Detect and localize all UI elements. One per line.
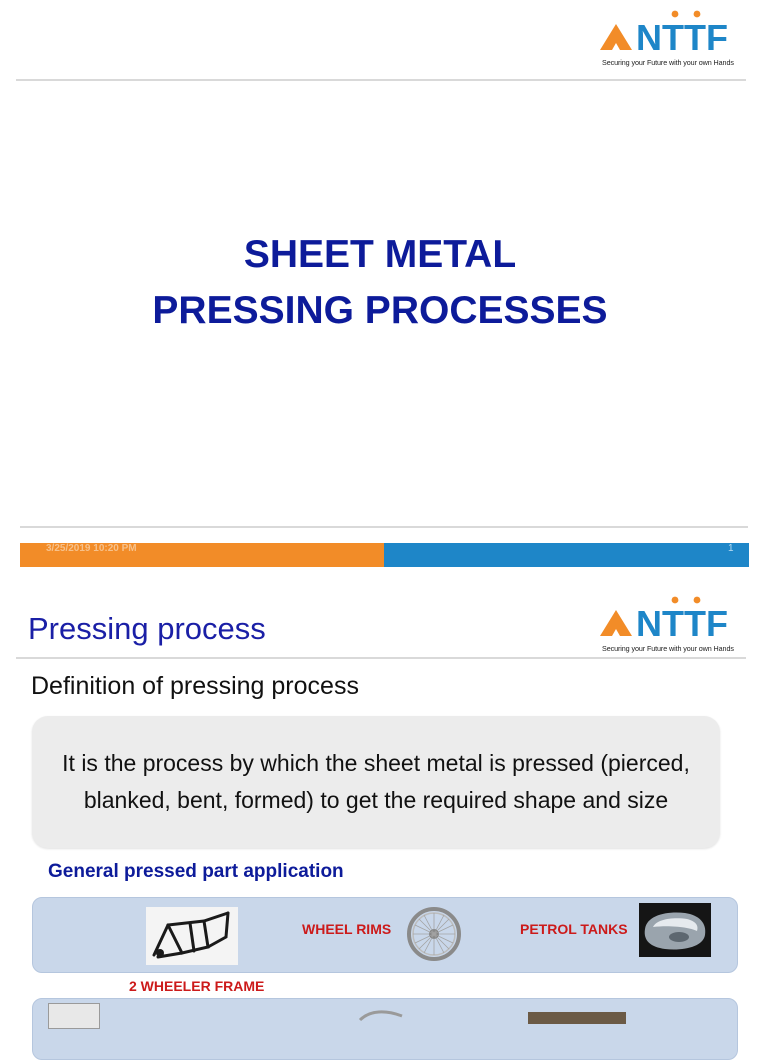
logo-wordmark: NTTF [636,17,728,58]
nttf-logo-2 [596,596,756,658]
definition-heading: Definition of pressing process [31,672,359,700]
appliance-part-image [48,1003,100,1029]
logo-wordmark: NTTF [636,603,728,644]
frame-image [146,907,238,965]
frame-label: 2 WHEELER FRAME [129,978,265,994]
logo-triangle-icon [600,610,632,636]
nttf-logo [596,10,756,72]
slide-title-line2: PRESSING PROCESSES [152,289,608,332]
definition-box [32,716,720,848]
wheel-rim-image [404,905,464,963]
logo-tagline: Securing your Future with your own Hands [602,58,734,67]
footer-divider [20,526,748,528]
applications-heading: General pressed part application [48,861,344,882]
wheel-rims-label: WHEEL RIMS [302,921,392,937]
slide-title-line1: SHEET METAL [243,233,517,276]
logo-triangle-icon [600,24,632,50]
footer-date: 3/25/2019 10:20 PM [46,543,137,554]
footer-bar-blue [384,543,749,567]
logo-tagline: Securing your Future with your own Hands [602,644,734,653]
page-number: 1 [728,543,734,554]
slide2-heading: Pressing process [28,611,266,646]
definition-text: It is the process by which the sheet metal is pressed (pierced, blanked, bent, formed) to get the required shape and size [62,750,690,813]
body-panel-image [528,1012,626,1024]
pipe-part-image [356,1006,406,1024]
petrol-tanks-label: PETROL TANKS [520,921,628,937]
slide2-divider [16,657,746,659]
petrol-tank-image [639,903,711,957]
header-divider [16,79,746,81]
